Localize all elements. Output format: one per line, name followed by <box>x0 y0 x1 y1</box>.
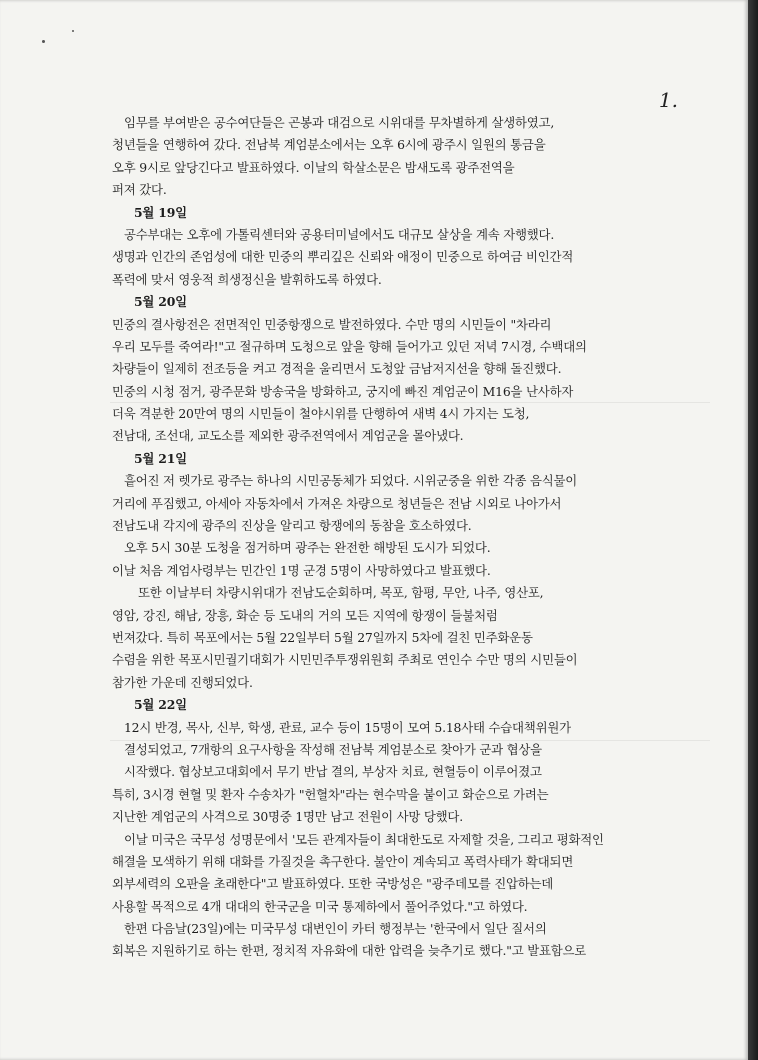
text-line: 12시 반경, 목사, 신부, 학생, 관료, 교수 등이 15명이 모여 5.18사태 수습대책위원가 <box>124 719 571 735</box>
text-line: 지난한 계엄군의 사격으로 30명중 1명만 남고 전원이 사망 당했다. <box>112 809 463 825</box>
date-heading: 5월 20일 <box>134 294 187 310</box>
text-line: 한편 다음날(23일)에는 미국무성 대변인이 카터 행정부는 '한국에서 일단 질서의 <box>124 921 547 937</box>
text-line: 해결을 모색하기 위해 대화를 가질것을 촉구한다. 불안이 계속되고 폭력사태가 확대되면 <box>112 853 574 869</box>
text-line: 이날 처음 계엄사령부는 민간인 1명 군경 5명이 사망하였다고 발표했다. <box>112 562 491 578</box>
scanner-edge <box>748 0 758 1060</box>
text-line: 오후 5시 30분 도청을 점거하며 광주는 완전한 해방된 도시가 되었다. <box>124 540 491 556</box>
text-line: 차량들이 일제히 전조등을 켜고 경적을 울리면서 도청앞 금남저지선을 향해 돌진했다. <box>112 361 562 377</box>
text-line: 시작했다. 협상보고대회에서 무기 반납 결의, 부상자 치료, 현혈등이 이루어졌고 <box>124 764 542 780</box>
text-line: 또한 이날부터 차량시위대가 전남도순회하며, 목포, 함평, 무안, 나주, 영산포, <box>138 585 544 601</box>
text-line: 회복은 지원하기로 하는 한편, 정치적 자유화에 대한 압력을 늦추기로 했다."고 발표함으로 <box>112 943 587 959</box>
date-heading: 5월 19일 <box>134 204 187 220</box>
text-line: 전남대, 조선대, 교도소를 제외한 광주전역에서 계엄군을 몰아냈다. <box>112 428 464 444</box>
text-line: 전남도내 각지에 광주의 진상을 알리고 항쟁에의 동참을 호소하였다. <box>112 518 472 534</box>
text-line: 흩어진 저 렛가로 광주는 하나의 시민공동체가 되었다. 시위군중을 위한 각종 음식물이 <box>124 473 578 489</box>
date-heading: 5월 21일 <box>134 450 187 466</box>
text-line: 민중의 시청 점거, 광주문화 방송국을 방화하고, 궁지에 빠진 계엄군이 M16을 난사하자 <box>112 383 574 399</box>
date-heading: 5월 22일 <box>134 697 187 713</box>
text-line: 사용할 목적으로 4개 대대의 한국군을 미국 통제하에서 풀어주었다."고 하였다. <box>112 898 528 914</box>
page-number: 1. <box>658 88 678 112</box>
text-line: 수렴을 위한 목포시민궐기대회가 시민민주투쟁위원회 주최로 연인수 수만 명의 시민들이 <box>112 652 578 668</box>
text-line: 이날 미국은 국무성 성명문에서 '모든 관계자들이 최대한도로 자제할 것을, 그리고 평화적인 <box>124 831 604 847</box>
text-line: 폭력에 맞서 영웅적 희생정신을 발휘하도록 하였다. <box>112 271 382 287</box>
paper-mark <box>42 40 45 43</box>
paper-mark <box>72 30 74 32</box>
text-line: 오후 9시로 앞당긴다고 발표하였다. 이날의 학살소문은 밤새도록 광주전역을 <box>112 159 515 175</box>
text-line: 임무를 부여받은 공수여단들은 곤봉과 대검으로 시위대를 무차별하게 살생하였고, <box>124 115 555 130</box>
text-line: 퍼져 갔다. <box>112 182 167 198</box>
text-line: 참가한 가운데 진행되었다. <box>112 674 253 690</box>
text-line: 우리 모두를 죽여라!"고 절규하며 도청으로 앞을 향해 들어가고 있던 저녁 7시경, 수백대의 <box>112 338 587 354</box>
text-line: 민중의 결사항전은 전면적인 민중항쟁으로 발전하였다. 수만 명의 시민들이 "차라리 <box>112 316 552 332</box>
text-line: 결성되었고, 7개항의 요구사항을 작성해 전남북 계엄분소로 찾아가 군과 협상을 <box>124 741 542 757</box>
text-line: 생명과 인간의 존엄성에 대한 민중의 뿌리깊은 신뢰와 애정이 민중으로 하여금 비인간적 <box>112 249 574 265</box>
text-line: 번져갔다. 특히 목포에서는 5월 22일부터 5월 27일까지 5차에 걸친 민주화운동 <box>112 629 533 645</box>
text-line: 특히, 3시경 현혈 및 환자 수송차가 "헌혈차"라는 현수막을 붙이고 화순으로 가려는 <box>112 786 549 802</box>
text-line: 공수부대는 오후에 가톨릭센터와 공용터미널에서도 대규모 살상을 계속 자행했다. <box>124 226 555 242</box>
handwritten-body <box>112 112 738 963</box>
text-line: 청년들을 연행하여 갔다. 전남북 계엄분소에서는 오후 6시에 광주시 일원의 통금을 <box>112 137 546 153</box>
text-line: 더욱 격분한 20만여 명의 시민들이 철야시위를 단행하여 새벽 4시 가지는 도청, <box>112 406 530 422</box>
text-line: 외부세력의 오판을 초래한다"고 발표하였다. 또한 국방성은 "광주데모를 진압하는데 <box>112 876 554 892</box>
text-line: 거리에 푸짐했고, 아세아 자동차에서 가져온 차량으로 청년들은 전남 시외로 나아가서 <box>112 495 562 511</box>
text-line: 영암, 강진, 해남, 장흥, 화순 등 도내의 거의 모든 지역에 항쟁이 들불처럼 <box>112 607 498 623</box>
